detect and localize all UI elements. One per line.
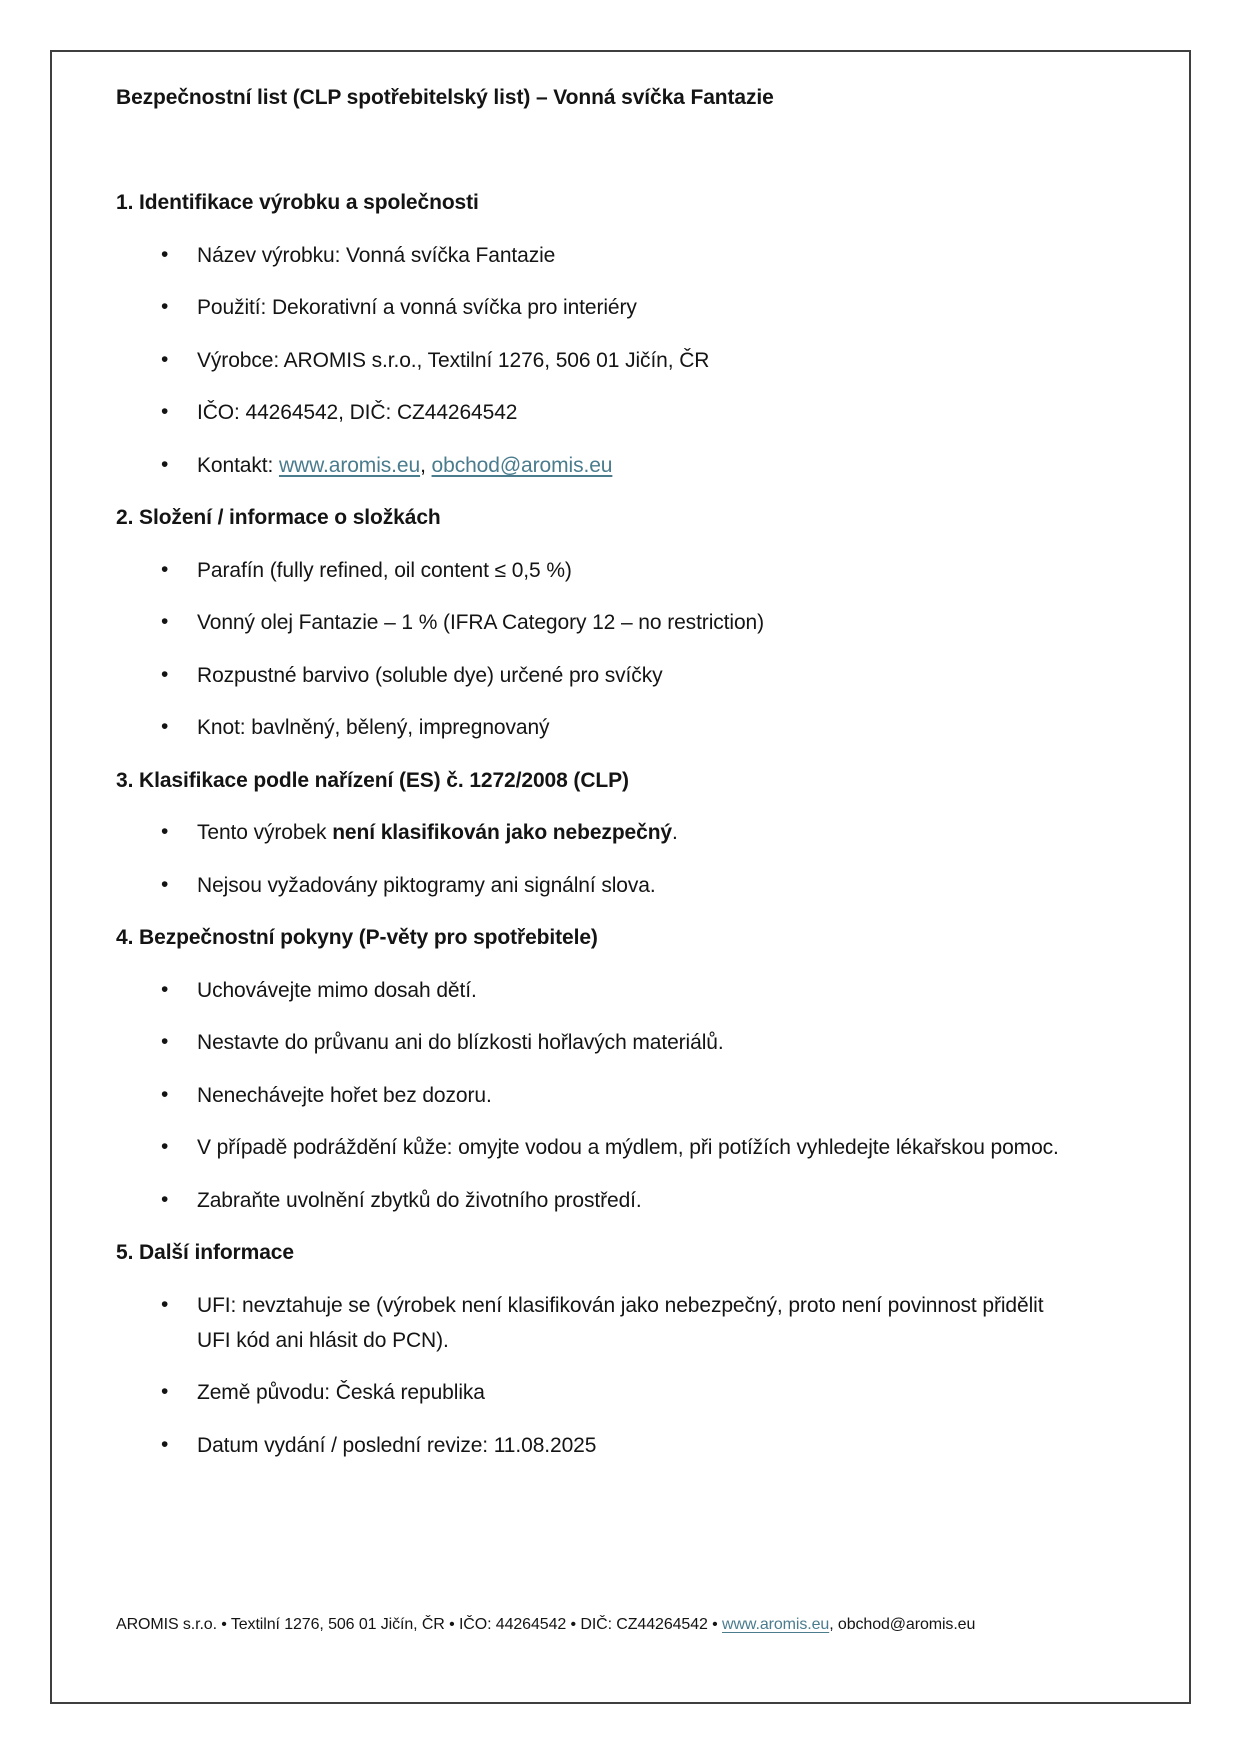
list-item-classification — [197, 815, 1125, 850]
list-item — [197, 1428, 1125, 1463]
list-item-text: Zabraňte uvolnění zbytků do životního prostředí. — [197, 1188, 642, 1212]
list-item-text: Datum vydání / poslední revize: 11.08.2025 — [197, 1433, 597, 1457]
list-item — [197, 553, 1125, 588]
list-item — [197, 973, 1125, 1008]
footer-text: AROMIS s.r.o. • Textilní 1276, 506 01 Jičín, ČR • IČO: 44264542 • DIČ: CZ44264542 • — [116, 1616, 723, 1633]
list-item-text: Nestavte do průvanu ani do blízkosti hořlavých materiálů. — [197, 1031, 724, 1054]
list-item-text: Vonný olej Fantazie – 1 % (IFRA Category 12 – no restriction) — [197, 611, 765, 634]
list-item-text: Země původu: Česká republika — [197, 1381, 485, 1404]
document-title: Bezpečnostní list (CLP spotřebitelský list) – Vonná svíčka Fantazie — [116, 86, 774, 109]
list-item-text: Uchovávejte mimo dosah dětí. — [197, 978, 477, 1002]
contact-label: Kontakt: — [197, 453, 279, 477]
list-item-text: Knot: bavlněný, bělený, impregnovaný — [197, 716, 550, 739]
list-item-text: V případě podráždění kůže: omyjte vodou a mýdlem, při potížích vyhledejte lékařskou pomoc. — [197, 1136, 1059, 1159]
list-item-text: Parafín (fully refined, oil content ≤ 0,5 %) — [197, 558, 572, 582]
classification-list — [116, 815, 1125, 903]
list-item — [197, 710, 1125, 745]
list-item-text: Název výrobku: Vonná svíčka Fantazie — [197, 243, 556, 267]
list-item-text: Nenechávejte hořet bez dozoru. — [197, 1083, 492, 1107]
section-heading-classification: 3. Klasifikace podle nařízení (ES) č. 1272/2008 (CLP) — [116, 768, 629, 792]
footer-website-link[interactable]: www.aromis.eu — [722, 1616, 830, 1633]
contact-separator: , — [420, 453, 432, 477]
list-item-text: Nejsou vyžadovány piktogramy ani signální slova. — [197, 873, 656, 897]
safety-list — [116, 973, 1125, 1218]
list-item-text: Výrobce: AROMIS s.r.o., Textilní 1276, 506 01 Jičín, ČR — [197, 348, 710, 372]
list-item — [197, 868, 1125, 903]
list-item-text: . — [672, 821, 678, 844]
list-item — [197, 1025, 1125, 1060]
section-heading-safety: 4. Bezpečnostní pokyny (P-věty pro spotřebitele) — [116, 926, 598, 949]
section-heading-other-info: 5. Další informace — [116, 1241, 294, 1264]
page-footer — [116, 1613, 1125, 1637]
section-heading-composition: 2. Složení / informace o složkách — [116, 506, 441, 529]
list-item-text: Rozpustné barvivo (soluble dye) určené pro svíčky — [197, 663, 663, 687]
list-item — [197, 238, 1125, 273]
list-item — [197, 343, 1125, 378]
email-link[interactable]: obchod@aromis.eu — [431, 453, 613, 477]
list-item-text: Použití: Dekorativní a vonná svíčka pro interiéry — [197, 296, 637, 319]
document-page — [50, 50, 1191, 1704]
not-classified-emphasis: není klasifikován jako nebezpečný — [332, 821, 673, 844]
section-heading-identification: 1. Identifikace výrobku a společnosti — [116, 191, 479, 214]
website-link[interactable]: www.aromis.eu — [278, 453, 421, 477]
list-item — [197, 605, 1125, 640]
list-item — [197, 290, 1125, 325]
list-item-text: UFI: nevztahuje se (výrobek není klasifikován jako nebezpečný, proto není povinnost přidělit UFI kód ani hlásit do PCN). — [197, 1293, 1044, 1352]
list-item — [197, 1130, 1087, 1165]
list-item — [197, 658, 1125, 693]
list-item — [197, 1288, 1077, 1358]
list-item — [197, 1183, 1125, 1218]
list-item-text: Tento výrobek — [197, 821, 333, 844]
list-item-text: IČO: 44264542, DIČ: CZ44264542 — [197, 401, 518, 424]
list-item-contact — [197, 448, 1125, 483]
composition-list — [116, 553, 1125, 746]
list-item — [197, 1078, 1125, 1113]
identification-list — [116, 238, 1125, 483]
list-item — [197, 395, 1125, 430]
footer-email-text: , obchod@aromis.eu — [829, 1616, 976, 1633]
list-item — [197, 1375, 1125, 1410]
other-info-list — [116, 1288, 1125, 1463]
